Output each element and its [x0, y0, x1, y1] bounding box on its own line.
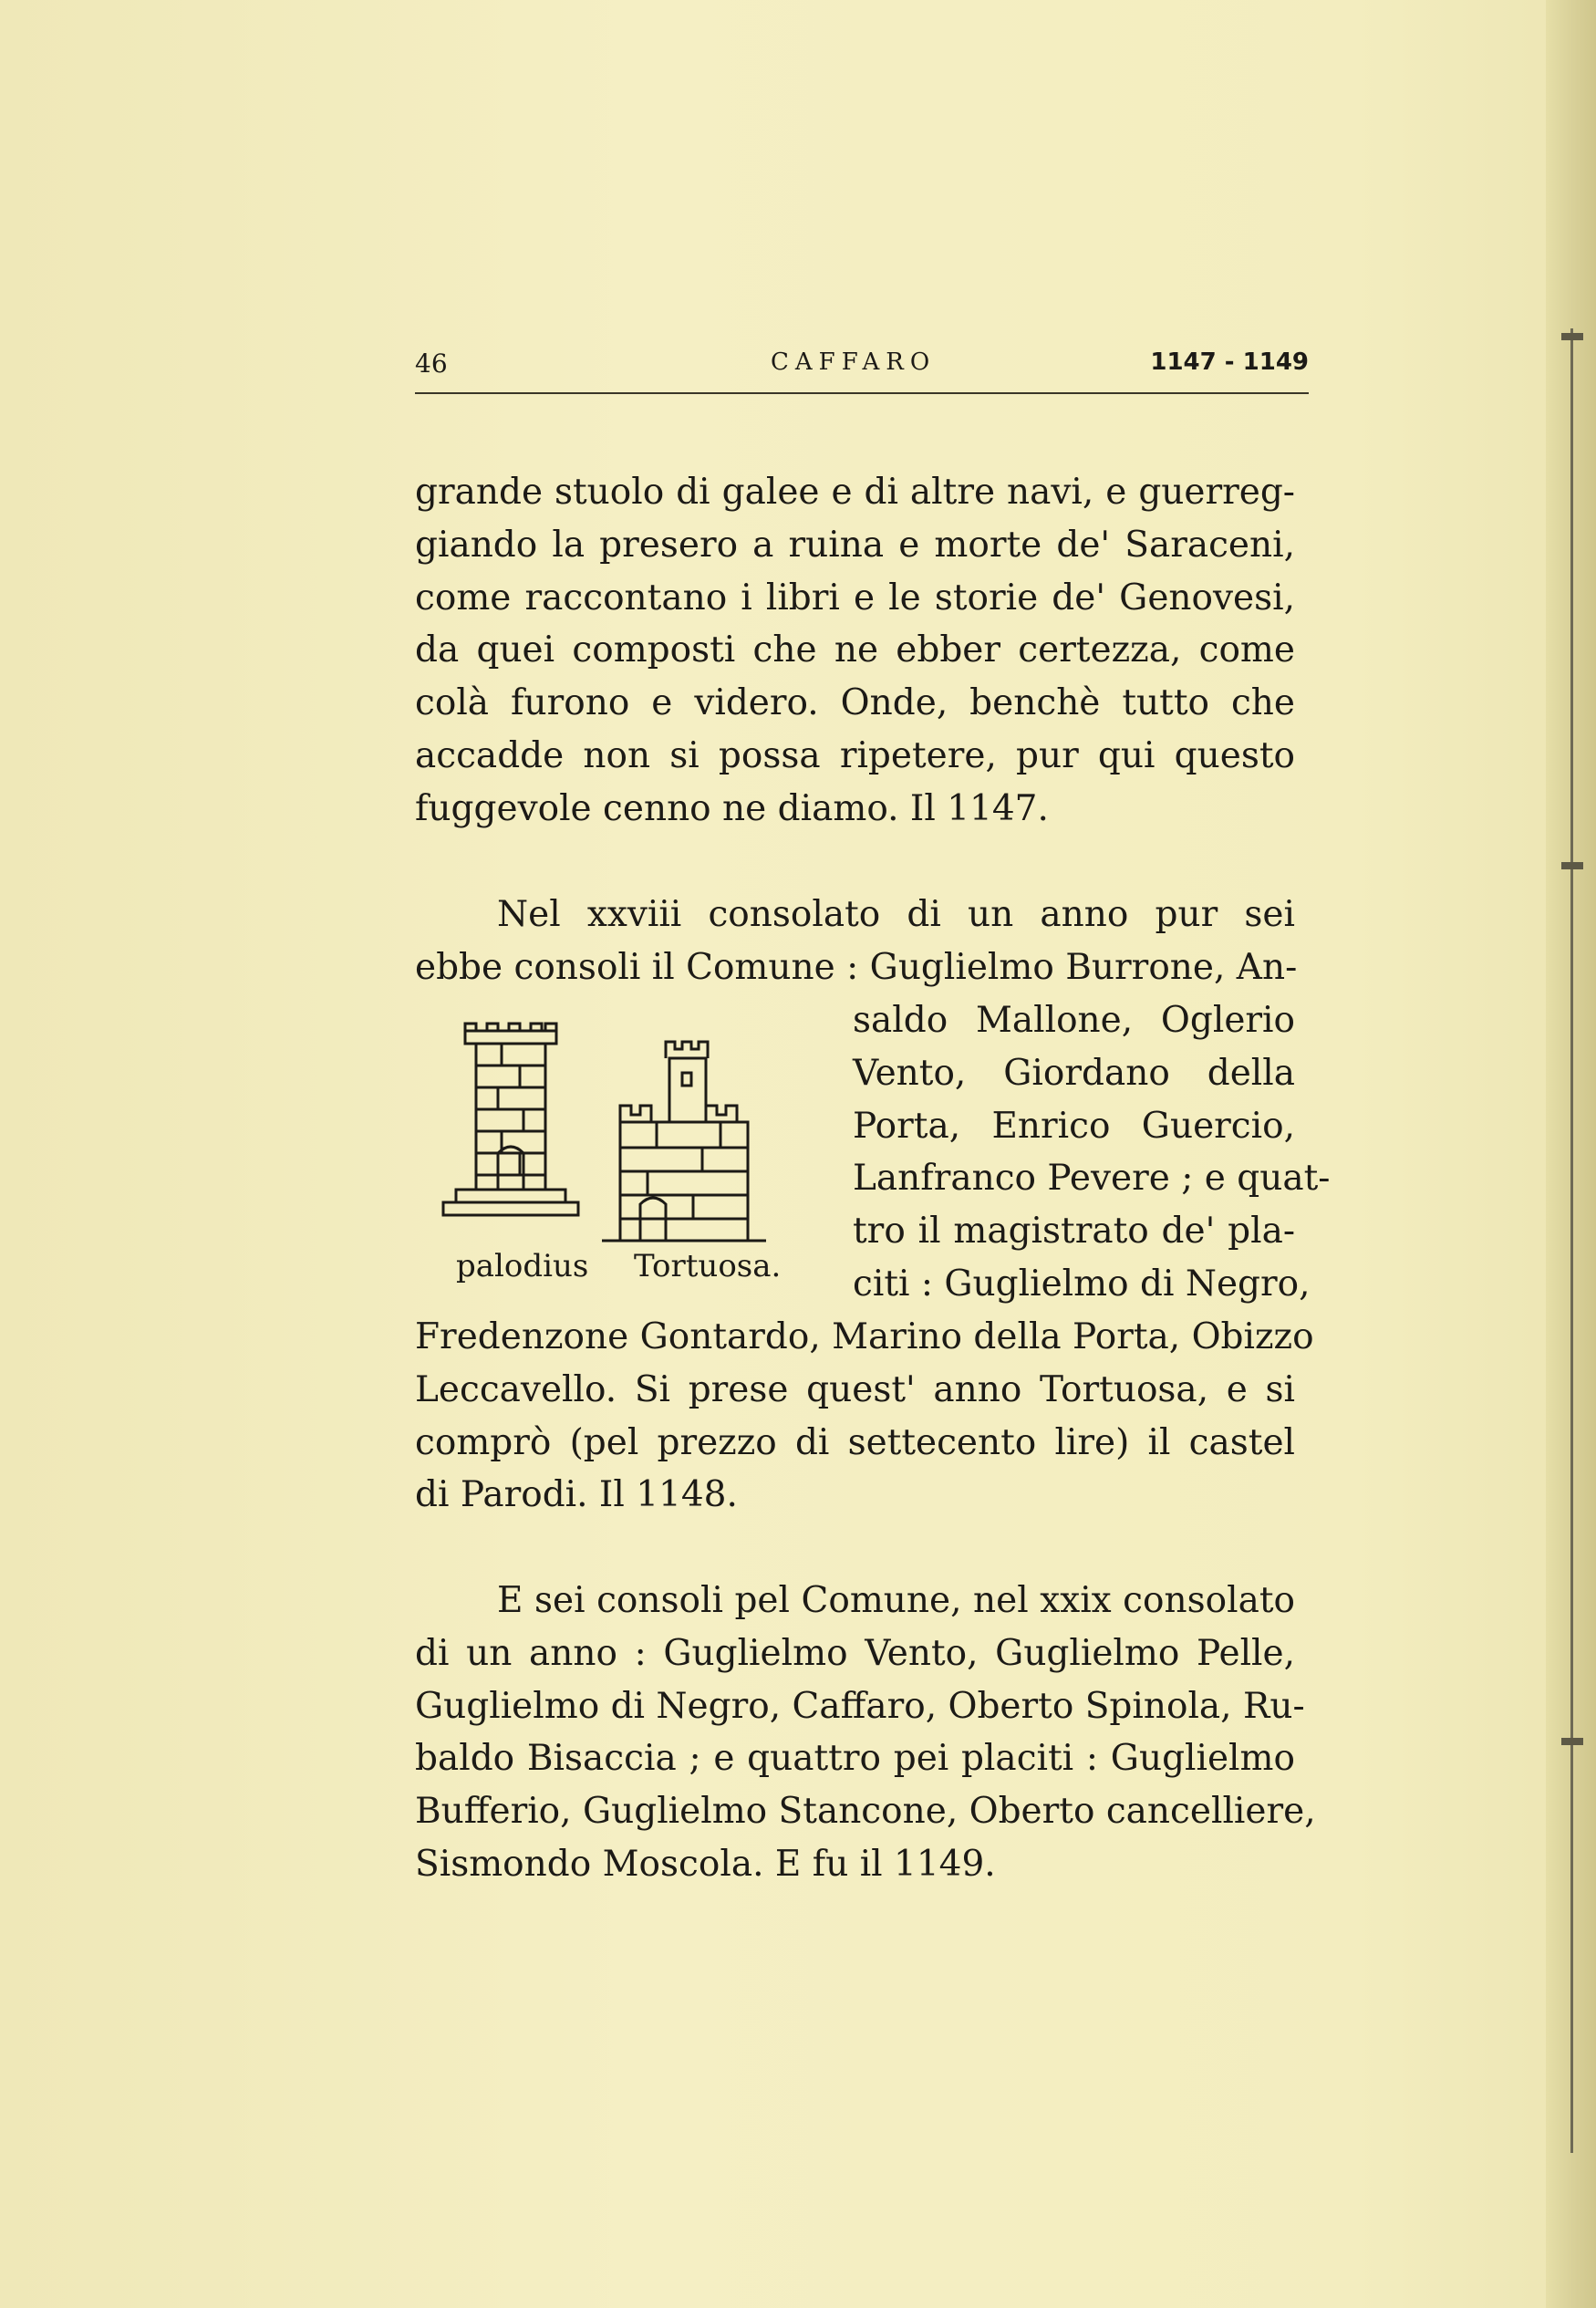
- text-line: Porta, Enrico Guercio,: [853, 1105, 1295, 1147]
- text-line: ebbe consoli il Comune : Guglielmo Burrone, An-: [415, 946, 1298, 988]
- text-line: baldo Bisaccia ; e quattro pei placiti : Guglielmo: [415, 1738, 1295, 1780]
- right-tower-caption: Tortuosa.: [634, 1248, 782, 1284]
- text-line: Fredenzone Gontardo, Marino della Porta, Obizzo: [415, 1316, 1314, 1357]
- text-line: citi : Guglielmo di Negro,: [853, 1263, 1311, 1305]
- text-line: saldo Mallone, Oglerio: [853, 1000, 1295, 1041]
- text-line: colà furono e videro. Onde, benchè tutto che: [415, 682, 1295, 724]
- text-line: accadde non si possa ripetere, pur qui questo: [415, 734, 1295, 776]
- text-line: grande stuolo di galee e di altre navi, e guerreg-: [415, 472, 1295, 513]
- binding-stitch: [1561, 1738, 1583, 1745]
- text-line: Lanfranco Pevere ; e quat-: [853, 1158, 1331, 1200]
- text-line: Leccavello. Si prese quest' anno Tortuosa, e si: [415, 1368, 1295, 1410]
- text-line: Nel xxviii consolato di un anno pur sei: [497, 894, 1295, 935]
- page-number: 46: [415, 348, 448, 379]
- text-line: da quei composti che ne ebber certezza, come: [415, 629, 1295, 671]
- paragraph-2-bottom: [415, 1311, 1314, 1522]
- binding-stitch: [1561, 862, 1583, 869]
- left-tower-caption: palodius: [456, 1248, 589, 1284]
- text-line: giando la presero a ruina e morte de' Saraceni,: [415, 524, 1295, 566]
- binding-stitch: [1561, 333, 1583, 340]
- text-line: fuggevole cenno ne diamo. Il 1147.: [415, 787, 1049, 829]
- header-rule: [415, 392, 1309, 394]
- right-tower-icon: [602, 1042, 766, 1241]
- text-line: Bufferio, Guglielmo Stancone, Oberto cancelliere,: [415, 1791, 1316, 1833]
- text-line: Sismondo Moscola. E fu il 1149.: [415, 1843, 996, 1885]
- text-line: Guglielmo di Negro, Caffaro, Oberto Spinola, Ru-: [415, 1685, 1305, 1727]
- towers-illustration: [429, 1003, 821, 1305]
- text-line: comprò (pel prezzo di settecento lire) il castel: [415, 1421, 1295, 1463]
- text-line: Vento, Giordano della: [853, 1052, 1295, 1094]
- running-title: CAFFARO: [771, 348, 937, 376]
- text-line: come raccontano i libri e le storie de' Genovesi,: [415, 577, 1295, 619]
- paragraph-1: [415, 466, 1295, 836]
- text-line: di Parodi. Il 1148.: [415, 1474, 738, 1516]
- binding-thread: [1570, 328, 1573, 2153]
- paragraph-2-top: [415, 889, 1298, 994]
- page-header: [415, 348, 1309, 385]
- text-line: di un anno : Guglielmo Vento, Guglielmo Pelle,: [415, 1632, 1295, 1674]
- left-tower-icon: [443, 1024, 578, 1215]
- paragraph-3: [415, 1575, 1316, 1891]
- text-line: E sei consoli pel Comune, nel xxix consolato: [497, 1580, 1295, 1621]
- year-range: 1147 - 1149: [1150, 348, 1309, 376]
- text-line: tro il magistrato de' pla-: [853, 1211, 1295, 1253]
- paragraph-2-side: [853, 994, 1331, 1311]
